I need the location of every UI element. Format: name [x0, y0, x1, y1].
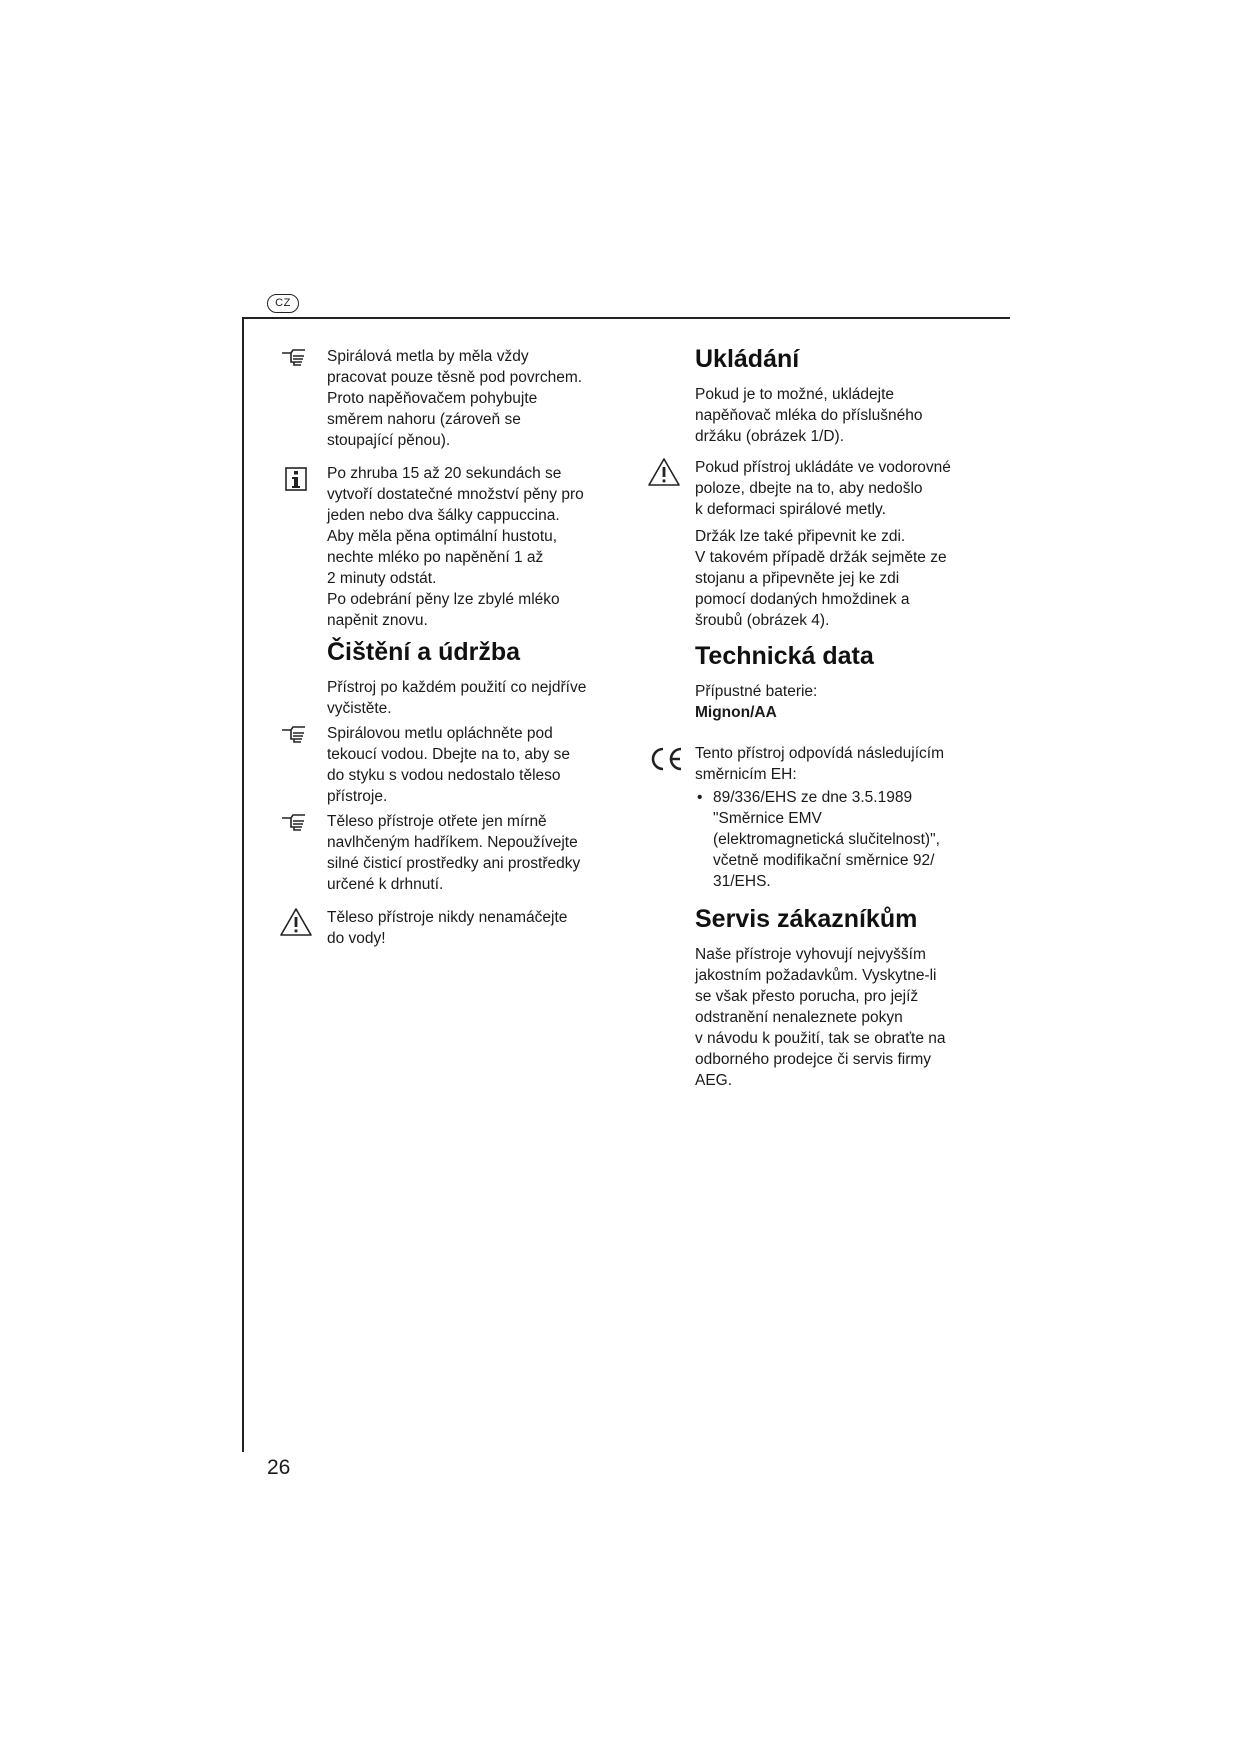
battery-value: Mignon/AA — [695, 704, 777, 721]
info-text: Po zhruba 15 až 20 sekundách se vytvoří dostatečné množství pěny pro jeden nebo dva šálky cappuccina. Aby měla pěna optimální hustotu, nechte mléko po napěnění 1 až 2 minuty odstát. Po odebrání pěny lze zbylé mléko napěnit znovu. — [327, 465, 584, 629]
right-column — [695, 344, 1007, 1091]
section-heading-technical: Technická data — [695, 642, 874, 670]
list-item: • 89/336/EHS ze dne 3.5.1989 "Směrnice EMV (elektromagnetická slučitelnost)", včetně modifikační směrnice 92/ 31/EHS. — [695, 787, 1007, 892]
pointing-hand-icon — [281, 724, 307, 744]
section-heading-cleaning: Čištění a údržba — [327, 638, 521, 666]
tip-block-wipe — [327, 811, 639, 895]
storage-wall-mount: Držák lze také připevnit ke zdi. V takovém případě držák sejměte ze stojanu a připevněte jej ke zdi pomocí dodaných hmoždinek a šroubů (obrázek 4). — [695, 528, 947, 629]
tip-text: Těleso přístroje otřete jen mírně navlhčeným hadříkem. Nepoužívejte silné čisticí prostředky ani prostředky určené k drhnutí. — [327, 813, 581, 893]
directive-list — [695, 787, 1007, 892]
tip-text: Spirálová metla by měla vždy pracovat pouze těsně pod povrchem. Proto napěňovačem pohybujte směrem nahoru (zároveň se stoupající pěnou). — [327, 348, 583, 449]
warning-text: Těleso přístroje nikdy nenamáčejte do vody! — [327, 909, 568, 947]
ce-intro: Tento přístroj odpovídá následujícím směrnicím EH: — [695, 745, 944, 783]
tip-text: Spirálovou metlu opláchněte pod tekoucí vodou. Dbejte na to, aby se do styku s vodou nedostalo těleso přístroje. — [327, 725, 570, 805]
page-number: 26 — [267, 1456, 291, 1479]
left-divider — [242, 317, 244, 1452]
pointing-hand-icon — [281, 347, 307, 367]
section-heading-service: Servis zákazníkům — [695, 905, 918, 933]
warning-block-horizontal — [695, 457, 1007, 520]
warning-block-immersion — [327, 907, 639, 949]
storage-intro: Pokud je to možné, ukládejte napěňovač mléka do příslušného držáku (obrázek 1/D). — [695, 386, 923, 445]
ce-mark-icon — [647, 746, 685, 772]
language-badge: CZ — [267, 294, 299, 313]
ce-block — [695, 743, 1007, 892]
pointing-hand-icon — [281, 812, 307, 832]
tip-block-rinse — [327, 723, 639, 807]
left-column — [327, 346, 639, 949]
info-block-foam-time — [327, 463, 639, 631]
warning-text: Pokud přístroj ukládáte ve vodorovné poloze, dbejte na to, aby nedošlo k deformaci spirálové metly. — [695, 459, 951, 518]
warning-triangle-icon — [279, 907, 313, 937]
info-icon — [285, 467, 307, 491]
battery-label: Přípustné baterie: — [695, 683, 818, 700]
top-divider — [242, 317, 1010, 319]
warning-triangle-icon — [647, 457, 681, 487]
service-text: Naše přístroje vyhovují nejvyšším jakostním požadavkům. Vyskytne-li se však přesto porucha, pro jejíž odstranění nenaleznete pokyn v návodu k použití, tak se obraťte na odborného prodejce či servis firmy AEG. — [695, 946, 946, 1089]
cleaning-intro: Přístroj po každém použití co nejdříve vyčistěte. — [327, 679, 587, 717]
section-heading-storage: Ukládání — [695, 345, 800, 373]
tip-block-whisk-position — [327, 346, 639, 451]
